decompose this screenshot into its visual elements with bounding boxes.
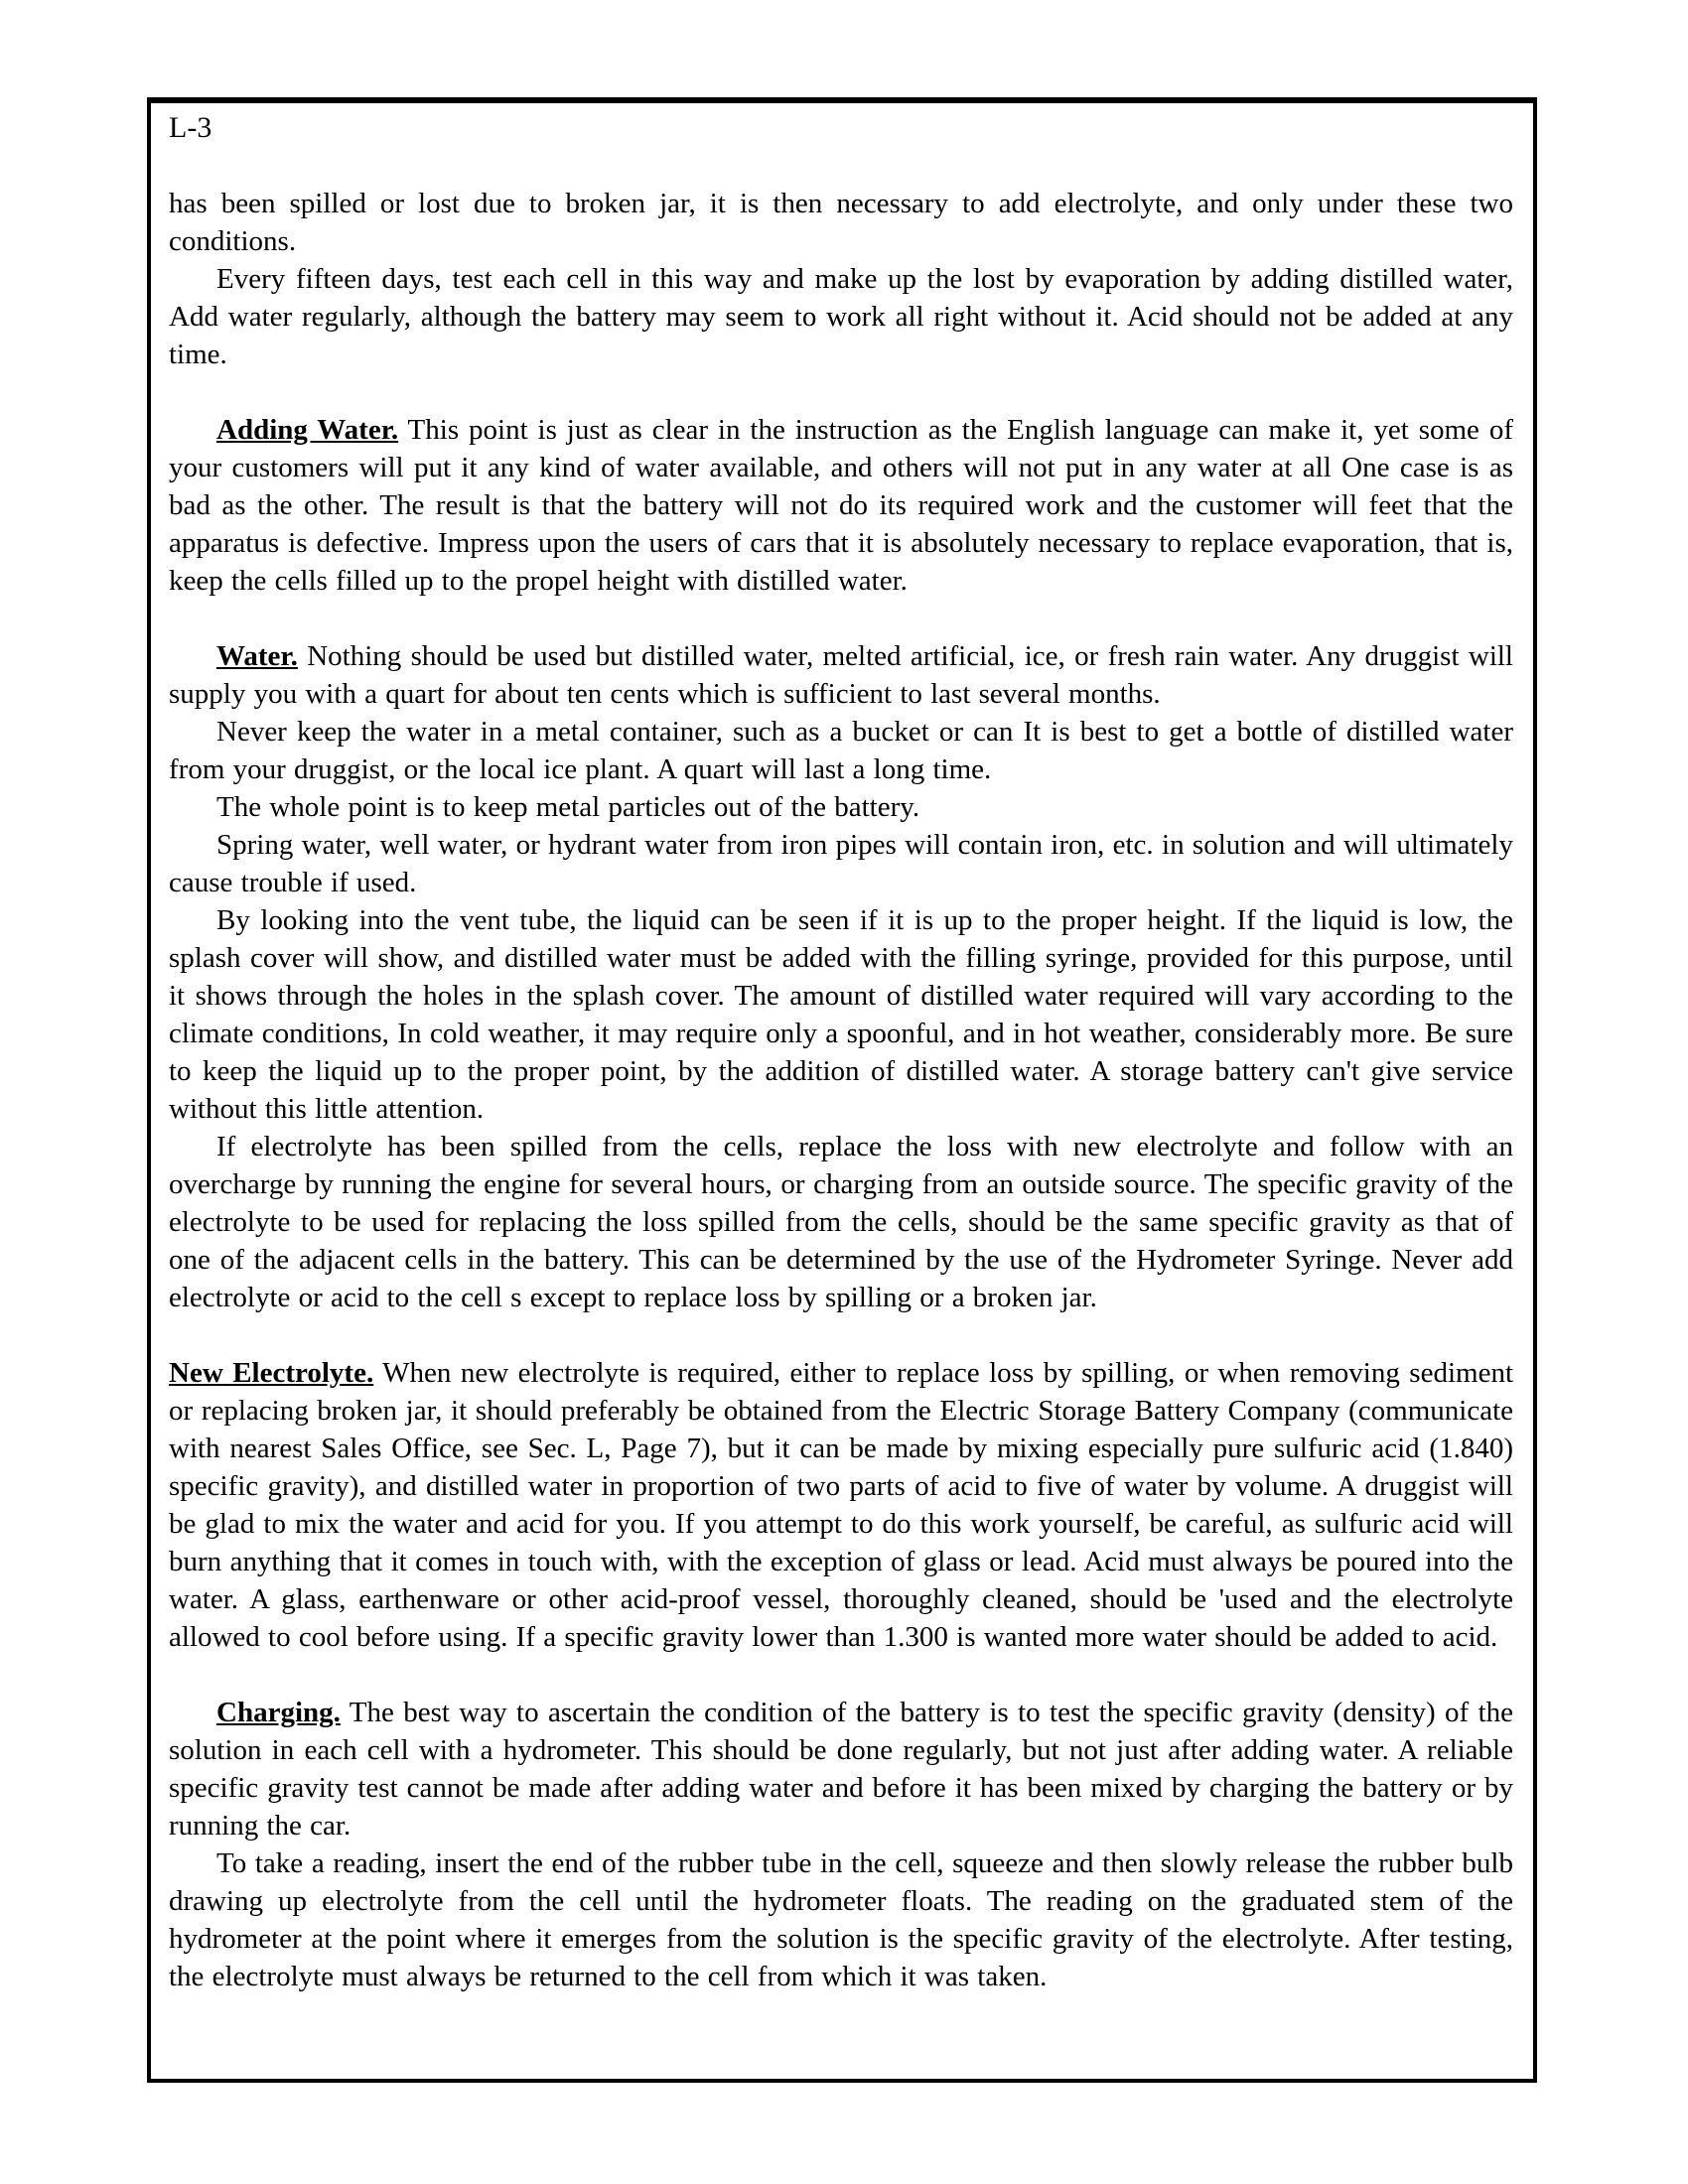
paragraph: Charging. The best way to ascertain the condition of the battery is to test the specific gravity (density) of the solution in each cell with a hydrometer. This should be done regularly, but not just after adding water. A reliable specific gravity test cannot be made after adding water and before it has been mixed by charging the battery or by running the car. <box>169 1697 1513 1842</box>
paragraph: The whole point is to keep metal particles out of the battery. <box>216 791 920 823</box>
section-heading: Charging. <box>216 1697 341 1728</box>
paragraph: If electrolyte has been spilled from the cells, replace the loss with new electrolyte and follow with an overcharge by running the engine for several hours, or charging from an outside source. The specific gravity of the electrolyte to be used for replacing the loss spilled from the cells, should be the same specific gravity as that of one of the adjacent cells in the battery. This can be determined by the use of the Hydrometer Syringe. Never add electrolyte or acid to the cell s except to replace loss by spilling or a broken jar. <box>169 1131 1513 1313</box>
document-body <box>169 185 1513 1995</box>
section-heading: Water. <box>216 640 298 672</box>
paragraph: Water. Nothing should be used but distilled water, melted artificial, ice, or fresh rain water. Any druggist will supply you with a quart for about ten cents which is sufficient to last several months. <box>169 640 1513 710</box>
paragraph: has been spilled or lost due to broken jar, it is then necessary to add electrolyte, and only under these two conditions. <box>169 188 1513 257</box>
paragraph: Adding Water. This point is just as clear in the instruction as the English language can make it, yet some of your customers will put it any kind of water available, and others will not put in any water at all One case is as bad as the other. The result is that the battery will not do its required work and the customer will feet that the apparatus is defective. Impress upon the users of cars that it is absolutely necessary to replace evaporation, that is, keep the cells filled up to the propel height with distilled water. <box>169 414 1513 597</box>
paragraph: New Electrolyte. When new electrolyte is required, either to replace loss by spilling, or when removing sediment or replacing broken jar, it should preferably be obtained from the Electric Storage Battery Company (communicate with nearest Sales Office, see Sec. L, Page 7), but it can be made by mixing especially pure sulfuric acid (1.840) specific gravity), and distilled water in proportion of two parts of acid to five of water by volume. A druggist will be glad to mix the water and acid for you. If you attempt to do this work yourself, be careful, as sulfuric acid will burn anything that it comes in touch with, with the exception of glass or lead. Acid must always be poured into the water. A glass, earthenware or other acid-proof vessel, thoroughly cleaned, should be 'used and the electrolyte allowed to cool before using. If a specific gravity lower than 1.300 is wanted more water should be added to acid. <box>169 1357 1514 1653</box>
paragraph: To take a reading, insert the end of the rubber tube in the cell, squeeze and then slowly release the rubber bulb drawing up electrolyte from the cell until the hydrometer floats. The reading on the graduated stem of the hydrometer at the point where it emerges from the solution is the specific gravity of the electrolyte. After testing, the electrolyte must always be returned to the cell from which it was taken. <box>169 1847 1513 1992</box>
section-heading: New Electrolyte. <box>169 1357 374 1389</box>
paragraph: Every fifteen days, test each cell in this way and make up the lost by evaporation by adding distilled water, Add water regularly, although the battery may seem to work all right without it. Acid should not be added at any time. <box>169 263 1513 370</box>
page-frame <box>147 97 1537 2083</box>
page-number-label: L-3 <box>169 111 212 144</box>
paragraph: By looking into the vent tube, the liquid can be seen if it is up to the proper height. If the liquid is low, the splash cover will show, and distilled water must be added with the filling syringe, provided for this purpose, until it shows through the holes in the splash cover. The amount of distilled water required will vary according to the climate conditions, In cold weather, it may require only a spoonful, and in hot weather, considerably more. Be sure to keep the liquid up to the proper point, by the addition of distilled water. A storage battery can't give service without this little attention. <box>169 904 1513 1125</box>
section-heading: Adding Water. <box>216 414 399 446</box>
paragraph: Never keep the water in a metal container, such as a bucket or can It is best to get a bottle of distilled water from your druggist, or the local ice plant. A quart will last a long time. <box>169 716 1513 785</box>
paragraph: Spring water, well water, or hydrant water from iron pipes will contain iron, etc. in solution and will ultimately cause trouble if used. <box>169 829 1513 898</box>
